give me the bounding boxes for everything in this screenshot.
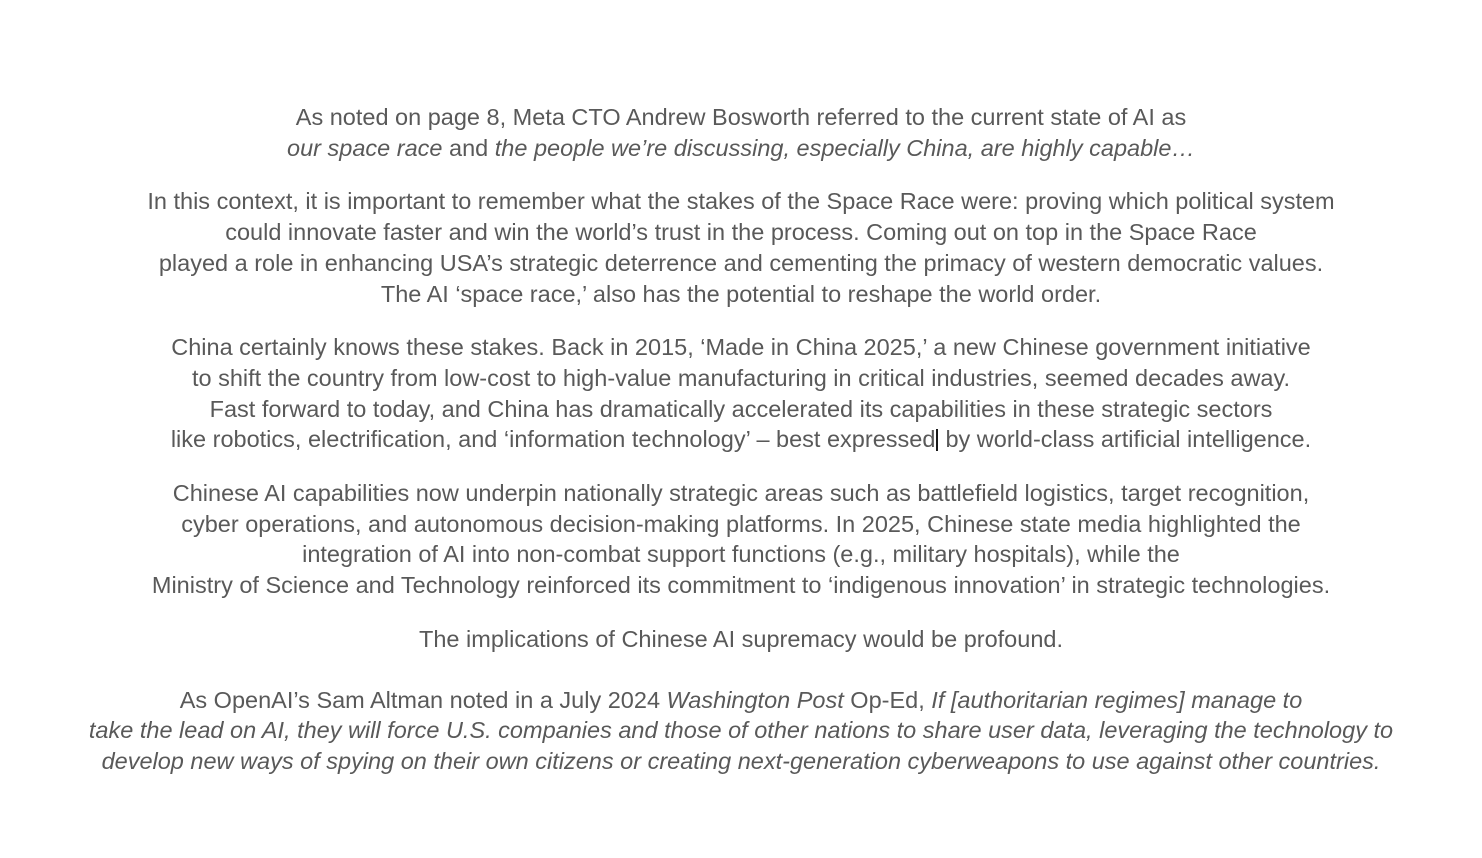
publication-title: Washington Post [666,686,844,713]
text-line: The implications of Chinese AI supremacy would be profound. [419,625,1063,652]
text-line: to shift the country from low-cost to high-value manufacturing in critical industries, seemed decades away. [191,364,1291,391]
text-run: by world-class artificial intelligence. [938,426,1312,453]
paragraph-bosworth-quote [0,102,1482,163]
text-run: As OpenAI’s Sam Altman noted in a July 2024 [179,686,667,713]
italic-quote-line: take the lead on AI, they will force U.S. companies and those of other nations to share user data, leveraging the technology to [88,717,1394,744]
text-cursor [936,429,938,451]
text-line: In this context, it is important to remember what the stakes of the Space Race were: proving which political system [147,188,1335,215]
text-line: The AI ‘space race,’ also has the potential to reshape the world order. [380,280,1102,307]
text-line: China certainly knows these stakes. Back in 2015, ‘Made in China 2025,’ a new Chinese government initiative [171,334,1311,361]
paragraph-implications [0,624,1482,655]
italic-quote-line: develop new ways of spying on their own citizens or creating next-generation cyberweapons to use against other countries. [101,747,1381,774]
text-run: and [442,134,495,161]
text-line [0,133,1482,164]
text-line: could innovate faster and win the world’s trust in the process. Coming out on top in the Space Race [225,219,1257,246]
italic-phrase: the people we’re discussing, especially China, are highly capable… [494,134,1195,161]
text-line: As noted on page 8, Meta CTO Andrew Bosworth referred to the current state of AI as [295,104,1187,130]
paragraph-space-race-stakes [0,186,1482,309]
text-line [0,685,1482,716]
paragraph-altman-quote [0,685,1482,777]
italic-quote: If [authoritarian regimes] manage to [931,686,1303,713]
text-line: Ministry of Science and Technology reinforced its commitment to ‘indigenous innovation’ in strategic technologies. [151,572,1331,599]
text-line: integration of AI into non-combat support functions (e.g., military hospitals), while the [302,541,1180,568]
text-line: cyber operations, and autonomous decision-making platforms. In 2025, Chinese state media highlighted the [181,510,1301,537]
text-line: played a role in enhancing USA’s strategic deterrence and cementing the primacy of western democratic values. [158,249,1324,276]
text-line [0,424,1482,455]
text-line: Chinese AI capabilities now underpin nationally strategic areas such as battlefield logistics, target recognition, [172,480,1310,507]
text-run: Op-Ed, [843,686,932,713]
document-body [0,102,1482,800]
paragraph-chinese-ai-capabilities [0,478,1482,601]
text-line: Fast forward to today, and China has dramatically accelerated its capabilities in these strategic sectors [209,395,1273,422]
text-run: like robotics, electrification, and ‘information technology’ – best expressed [170,426,936,453]
italic-phrase: our space race [287,134,443,161]
paragraph-made-in-china [0,332,1482,455]
